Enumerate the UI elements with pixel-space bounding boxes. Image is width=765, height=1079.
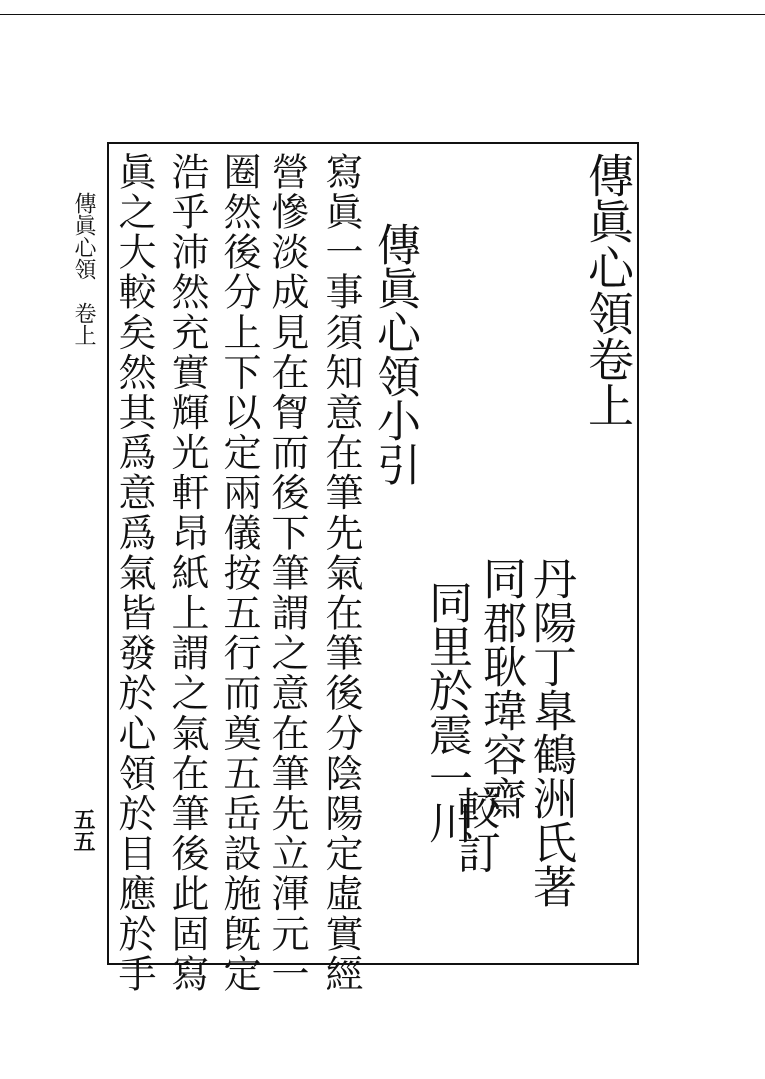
body-column: 眞之大較矣然其爲意爲氣皆發於心領於目應於手 <box>112 152 156 995</box>
body-column: 營慘淡成見在胷而後下筆謂之意在筆先立渾元一 <box>265 152 309 995</box>
body-column: 圈然後分上下以定兩儀按五行而奠五岳設施旣定 <box>217 152 261 995</box>
volume-title: 傳眞心領卷上 <box>581 152 635 428</box>
credit-author: 丹陽丁臯鶴洲氏著 <box>525 556 576 908</box>
top-rule <box>0 14 765 15</box>
page-number: 五五 <box>70 808 96 852</box>
body-column: 寫眞一事須知意在筆先氣在筆後分陰陽定虛實經 <box>319 152 363 995</box>
body-column: 浩乎沛然充實輝光軒昂紙上謂之氣在筆後此固寫 <box>165 152 209 995</box>
margin-book-title: 傳眞心領 <box>71 192 96 280</box>
credit-role: 較訂 <box>449 786 500 874</box>
margin-juan: 卷上 <box>71 302 96 346</box>
credit-collator-1: 同郡耿瑋容齋 <box>475 556 526 820</box>
credit-collator-2: 同里於震一川 <box>421 580 472 844</box>
section-title: 傳眞心領小引 <box>369 222 420 486</box>
